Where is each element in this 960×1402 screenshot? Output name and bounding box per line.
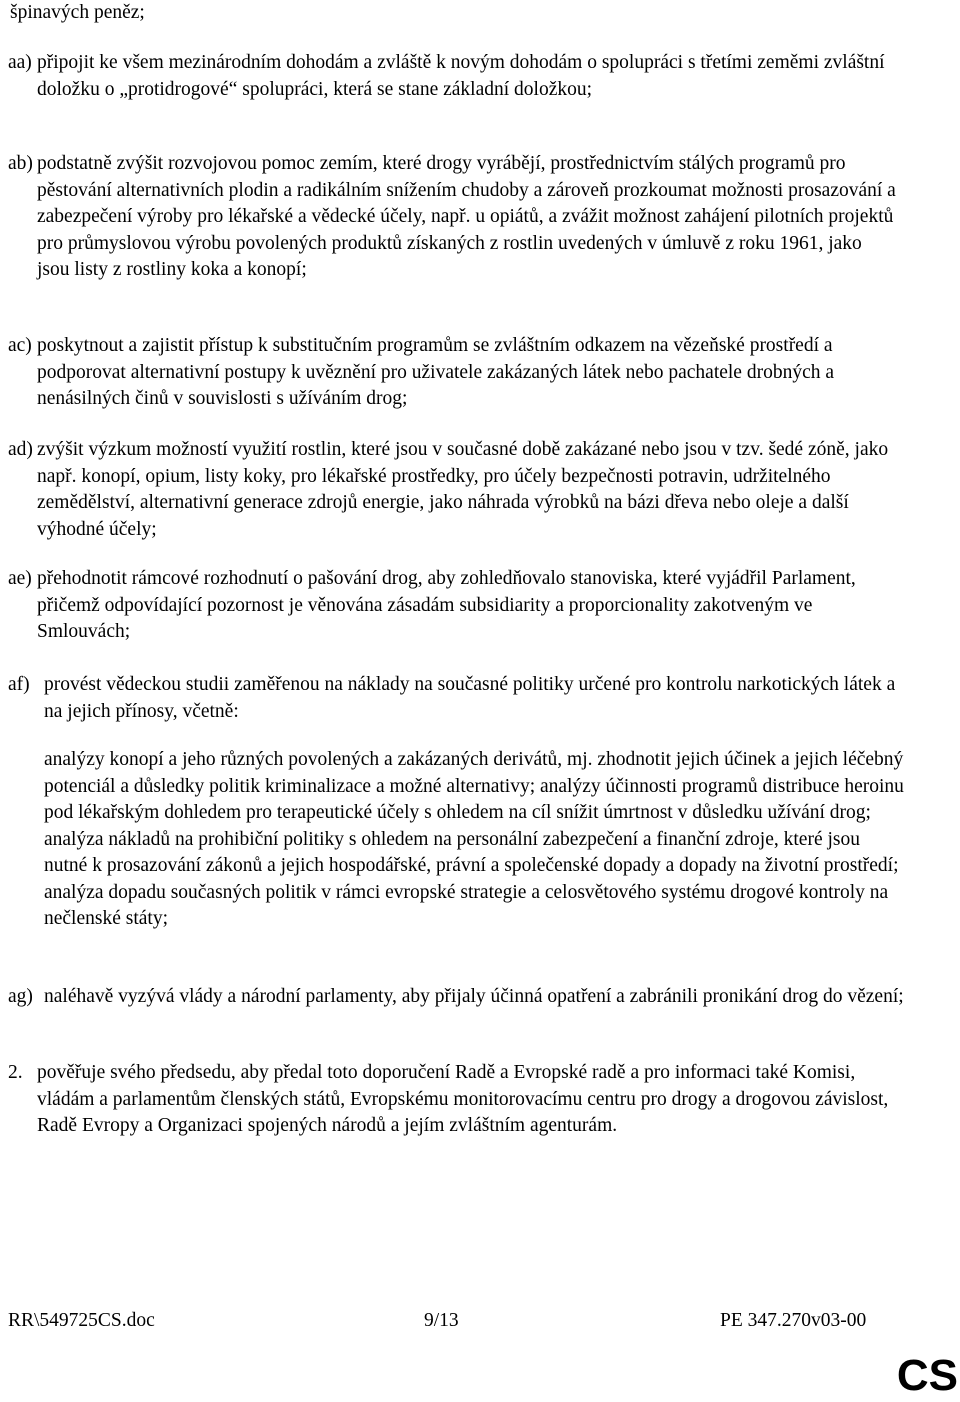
item-text: podstatně zvýšit rozvojovou pomoc zemím, které drogy vyrábějí, prostřednictvím stálých programů pro pěstování alternativních plodin a radikálním snížením chudoby a zároveň prozkoumat možnosti prosazování a zabezpečení výroby pro lékařské a vědecké účely, např. u opiátů, a zvážit možnost zahájení pilotních projektů pro průmyslovou výrobu povolených produktů získaných z rostlin uvedených v úmluvě z roku 1961, jako jsou listy z rostliny koka a konopí; — [37, 153, 896, 280]
item-label: aa) — [8, 52, 32, 73]
footer-pe-ref: PE 347.270v03-00 — [720, 1310, 867, 1331]
item-label: ag) — [8, 986, 33, 1007]
item-label: ab) — [8, 153, 33, 174]
item-label: ac) — [8, 335, 32, 356]
footer-doc-ref: RR\549725CS.doc — [8, 1310, 155, 1331]
item-label: ae) — [8, 568, 32, 589]
footer-page-number: 9/13 — [424, 1310, 459, 1331]
item-text: přehodnotit rámcové rozhodnutí o pašování drog, aby zohledňovalo stanoviska, které vyjádřil Parlament, přičemž odpovídající pozornost je věnována zásadám subsidiarity a proporcionality zakotveným ve Smlouvách; — [37, 568, 856, 642]
item-label: 2. — [8, 1062, 23, 1083]
item-text: pověřuje svého předsedu, aby předal toto doporučení Radě a Evropské radě a pro informaci také Komisi, vládám a parlamentům členských států, Evropskému monitorovacímu centru pro drogy a drogovou závislost, Radě Evropy a Organizaci spojených národů a jejím zvláštním agenturám. — [37, 1062, 889, 1136]
af-sub-paragraph: analýzy konopí a jeho různých povolených a zakázaných derivátů, mj. zhodnotit jejich účinek a jejich léčebný potenciál a důsledky politik kriminalizace a možné alternativy; analýzy účinnosti programů distribuce heroinu pod lékařským dohledem pro terapeutické účely s ohledem na cíl snížit úmrtnost v důsledku užívání drog; analýza nákladů na prohibiční politiky s ohledem na personální zabezpečení a finanční zdroje, které jsou nutné k prosazování zákonů a jejich hospodářské, právní a společenské dopady a dopady na životní prostředí; analýza dopadu současných politik v rámci evropské strategie a celosvětového systému drogové kontroly na nečlenské státy; — [44, 749, 904, 929]
item-text: zvýšit výzkum možností využití rostlin, které jsou v současné době zakázané nebo jsou v tzv. šedé zóně, jako např. konopí, opium, listy koky, pro lékařské prostředky, pro účely bezpečnosti potravin, udržitelného zemědělství, alternativní generace zdrojů energie, jako náhrada výrobků na bázi dřeva nebo oleje a další výhodné účely; — [37, 439, 889, 540]
item-text: provést vědeckou studii zaměřenou na náklady na současné politiky určené pro kontrolu narkotických látek a na jejich přínosy, včetně: — [44, 674, 896, 722]
item-text: poskytnout a zajistit přístup k substitučním programům se zvláštním odkazem na vězeňské prostředí a podporovat alternativní postupy k uvěznění pro uživatele zakázaných látek nebo pachatele drobných a nenásilných činů v souvislosti s užíváním drog; — [37, 335, 835, 409]
item-label: ad) — [8, 439, 33, 460]
language-code: CS — [896, 1351, 958, 1400]
intro-text: špinavých peněz; — [10, 2, 145, 23]
item-text: připojit ke všem mezinárodním dohodám a zvláště k novým dohodám o spolupráci s třetími zeměmi zvláštní doložku o „protidrogové“ spolupráci, která se stane základní doložkou; — [37, 52, 885, 100]
item-text: naléhavě vyzývá vlády a národní parlamenty, aby přijaly účinná opatření a zabránili pronikání drog do vězení; — [44, 986, 904, 1007]
item-label: af) — [8, 674, 30, 695]
